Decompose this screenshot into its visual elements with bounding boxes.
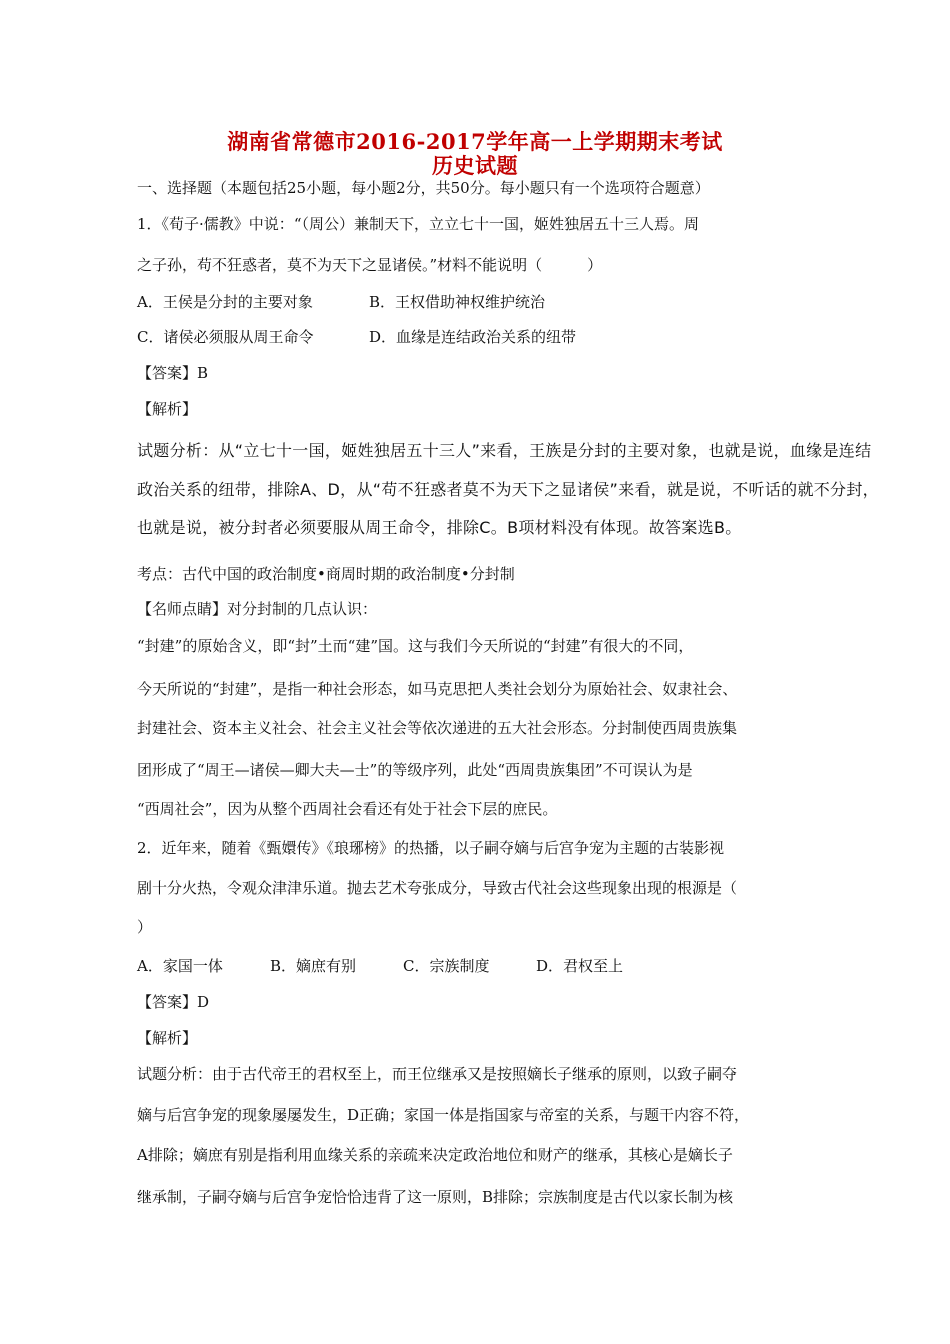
q1-stem-line-2: 之子孙，苟不狂惑者，莫不为天下之显诸侯。”材料不能说明（ ） xyxy=(137,256,603,274)
q1-options-row-2 xyxy=(137,326,576,347)
q2-options-row xyxy=(137,955,623,976)
q1-answer: 【答案】B xyxy=(137,364,209,382)
q2-answer: 【答案】D xyxy=(137,993,210,1011)
q1-option-b: B．王权借助神权维护统治 xyxy=(369,293,546,311)
q1-note-line-3: 封建社会、资本主义社会、社会主义社会等依次递进的五大社会形态。分封制使西周贵族集 xyxy=(137,719,738,737)
q1-note-line-4: 团形成了“周王—诸侯—卿大夫—士”的等级序列，此处“西周贵族集团”不可误认为是 xyxy=(137,761,693,779)
q2-analysis-line-4: 继承制，子嗣夺嫡与后宫争宠恰恰违背了这一原则，B排除；宗族制度是古代以家长制为核 xyxy=(137,1188,734,1206)
q1-stem-line-1: 1．《荀子·儒教》中说：“（周公）兼制天下，立立七十一国，姬姓独居五十三人焉。周 xyxy=(137,215,699,233)
q1-note-line-2: 今天所说的“封建”，是指一种社会形态，如马克思把人类社会划分为原始社会、奴隶社会、 xyxy=(137,680,738,698)
q2-analysis-heading: 【解析】 xyxy=(137,1029,198,1047)
q1-option-d: D．血缘是连结政治关系的纽带 xyxy=(369,328,577,346)
q1-analysis-line-1: 试题分析：从“立七十一国，姬姓独居五十三人”来看，王族是分封的主要对象，也就是说，血缘是连结 xyxy=(137,441,872,460)
q1-options-row-1 xyxy=(137,291,545,312)
q2-stem-line-3: ） xyxy=(137,918,153,936)
q1-kaodian: 考点：古代中国的政治制度•商周时期的政治制度•分封制 xyxy=(137,565,515,583)
q2-stem-line-1: 2．近年来，随着《甄嬛传》《琅琊榜》的热播，以子嗣夺嫡与后宫争宠为主题的古装影视 xyxy=(137,839,725,857)
page-title: 湖南省常德市2016-2017学年高一上学期期末考试 xyxy=(227,129,723,154)
q1-analysis-line-3: 也就是说，被分封者必须要服从周王命令，排除C。B项材料没有体现。故答案选B。 xyxy=(137,518,742,537)
q1-mingshi-heading: 【名师点睛】对分封制的几点认识： xyxy=(137,600,378,618)
q2-analysis-line-3: A排除；嫡庶有别是指利用血缘关系的亲疏来决定政治地位和财产的继承，其核心是嫡长子 xyxy=(137,1146,733,1164)
q2-option-b: B．嫡庶有别 xyxy=(270,957,357,975)
q2-option-a: A．家国一体 xyxy=(137,957,223,975)
q1-option-a: A．王侯是分封的主要对象 xyxy=(137,293,313,311)
section-heading: 一、选择题（本题包括25小题，每小题2分，共50分。每小题只有一个选项符合题意） xyxy=(137,179,710,197)
q1-option-c: C．诸侯必须服从周王命令 xyxy=(137,328,314,346)
q1-note-line-1: “封建”的原始含义，即“封”土而“建”国。这与我们今天所说的“封建”有很大的不同， xyxy=(137,637,694,655)
page-subtitle: 历史试题 xyxy=(432,153,518,178)
q2-analysis-line-2: 嫡与后宫争宠的现象屡屡发生，D正确；家国一体是指国家与帝室的关系，与题干内容不符， xyxy=(137,1106,750,1124)
q2-option-d: D．君权至上 xyxy=(536,957,624,975)
q2-stem-line-2: 剧十分火热，令观众津津乐道。抛去艺术夸张成分，导致古代社会这些现象出现的根源是（ xyxy=(137,879,738,897)
q1-note-line-5: “西周社会”，因为从整个西周社会看还有处于社会下层的庶民。 xyxy=(137,800,558,818)
q2-option-c: C．宗族制度 xyxy=(403,957,490,975)
q1-analysis-heading: 【解析】 xyxy=(137,400,198,418)
q1-analysis-line-2: 政治关系的纽带，排除A、D，从“苟不狂惑者莫不为天下之显诸侯”来看，就是说，不听话的就不分封， xyxy=(137,480,879,499)
q2-analysis-line-1: 试题分析：由于古代帝王的君权至上，而王位继承又是按照嫡长子继承的原则，以致子嗣夺 xyxy=(137,1065,738,1083)
